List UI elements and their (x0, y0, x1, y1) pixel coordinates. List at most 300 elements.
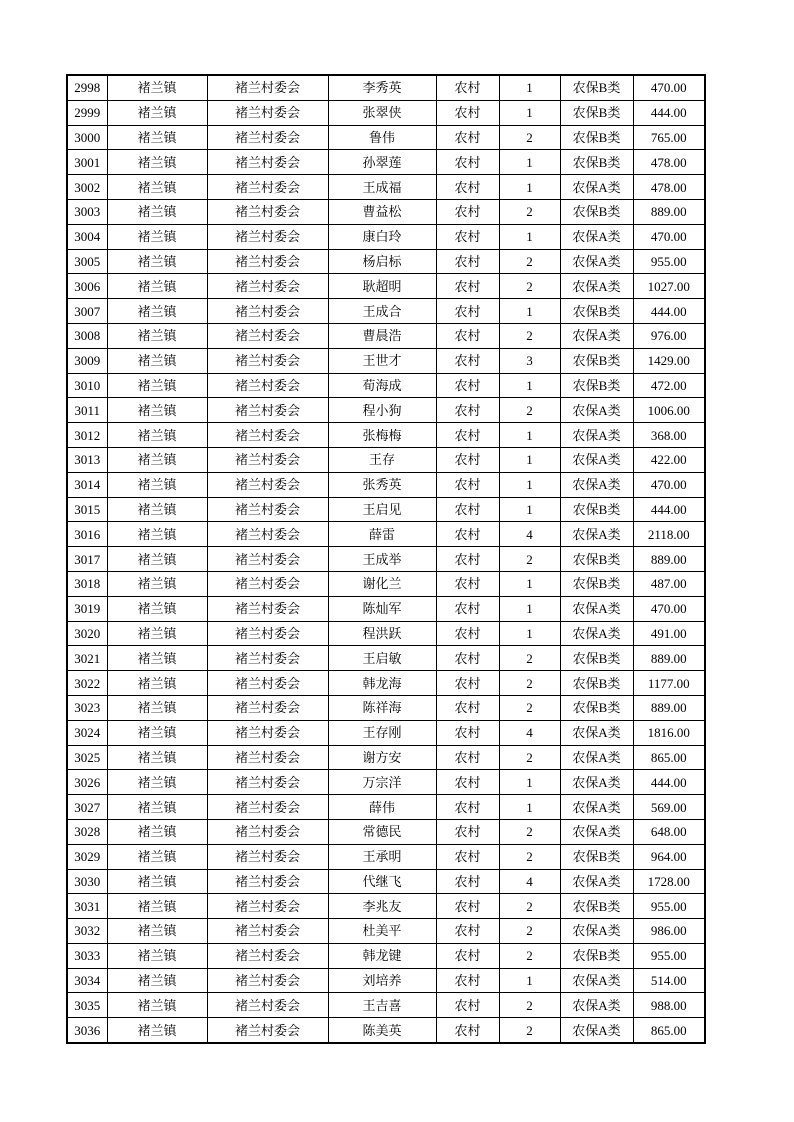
cell-locale-type: 农村 (436, 720, 499, 745)
cell-locale-type: 农村 (436, 100, 499, 125)
cell-locale-type: 农村 (436, 770, 499, 795)
cell-person-count: 2 (499, 993, 560, 1018)
cell-person-count: 2 (499, 919, 560, 944)
cell-sequence-number: 3005 (67, 249, 107, 274)
cell-town: 褚兰镇 (107, 596, 207, 621)
cell-village-committee: 褚兰村委会 (207, 522, 328, 547)
cell-sequence-number: 3020 (67, 621, 107, 646)
cell-amount: 1728.00 (633, 869, 705, 894)
cell-person-name: 鲁伟 (328, 125, 436, 150)
cell-person-name: 谢化兰 (328, 571, 436, 596)
cell-locale-type: 农村 (436, 150, 499, 175)
cell-insurance-category: 农保A类 (560, 621, 633, 646)
cell-person-count: 2 (499, 819, 560, 844)
cell-insurance-category: 农保B类 (560, 75, 633, 100)
cell-person-name: 张翠侠 (328, 100, 436, 125)
table-row (67, 423, 705, 448)
cell-locale-type: 农村 (436, 199, 499, 224)
table-row (67, 844, 705, 869)
cell-person-count: 1 (499, 621, 560, 646)
cell-village-committee: 褚兰村委会 (207, 621, 328, 646)
cell-sequence-number: 3026 (67, 770, 107, 795)
cell-locale-type: 农村 (436, 472, 499, 497)
cell-village-committee: 褚兰村委会 (207, 894, 328, 919)
cell-locale-type: 农村 (436, 596, 499, 621)
cell-amount: 865.00 (633, 1018, 705, 1043)
cell-insurance-category: 农保A类 (560, 795, 633, 820)
cell-sequence-number: 3012 (67, 423, 107, 448)
cell-person-name: 程小狗 (328, 398, 436, 423)
cell-amount: 889.00 (633, 547, 705, 572)
cell-amount: 478.00 (633, 175, 705, 200)
table-row (67, 175, 705, 200)
cell-person-count: 1 (499, 571, 560, 596)
cell-person-name: 康白玲 (328, 224, 436, 249)
cell-locale-type: 农村 (436, 745, 499, 770)
cell-locale-type: 农村 (436, 943, 499, 968)
cell-locale-type: 农村 (436, 323, 499, 348)
cell-amount: 470.00 (633, 596, 705, 621)
table-row (67, 919, 705, 944)
cell-person-name: 李秀英 (328, 75, 436, 100)
cell-town: 褚兰镇 (107, 348, 207, 373)
cell-locale-type: 农村 (436, 671, 499, 696)
table-row (67, 745, 705, 770)
cell-person-name: 孙翠莲 (328, 150, 436, 175)
cell-town: 褚兰镇 (107, 497, 207, 522)
cell-amount: 955.00 (633, 943, 705, 968)
cell-locale-type: 农村 (436, 646, 499, 671)
cell-village-committee: 褚兰村委会 (207, 323, 328, 348)
cell-locale-type: 农村 (436, 274, 499, 299)
cell-insurance-category: 农保B类 (560, 100, 633, 125)
cell-village-committee: 褚兰村委会 (207, 373, 328, 398)
cell-amount: 988.00 (633, 993, 705, 1018)
cell-locale-type: 农村 (436, 571, 499, 596)
cell-amount: 2118.00 (633, 522, 705, 547)
cell-amount: 889.00 (633, 646, 705, 671)
cell-person-count: 2 (499, 844, 560, 869)
cell-insurance-category: 农保B类 (560, 571, 633, 596)
cell-village-committee: 褚兰村委会 (207, 695, 328, 720)
cell-town: 褚兰镇 (107, 745, 207, 770)
cell-insurance-category: 农保A类 (560, 175, 633, 200)
cell-amount: 1006.00 (633, 398, 705, 423)
cell-person-count: 2 (499, 249, 560, 274)
cell-amount: 470.00 (633, 75, 705, 100)
cell-village-committee: 褚兰村委会 (207, 125, 328, 150)
cell-insurance-category: 农保B类 (560, 125, 633, 150)
cell-person-name: 王启敏 (328, 646, 436, 671)
cell-person-name: 王成合 (328, 299, 436, 324)
cell-sequence-number: 3035 (67, 993, 107, 1018)
cell-town: 褚兰镇 (107, 1018, 207, 1043)
cell-person-count: 1 (499, 373, 560, 398)
cell-sequence-number: 3030 (67, 869, 107, 894)
cell-person-name: 常德民 (328, 819, 436, 844)
cell-person-count: 2 (499, 125, 560, 150)
table-row (67, 199, 705, 224)
cell-town: 褚兰镇 (107, 993, 207, 1018)
cell-town: 褚兰镇 (107, 199, 207, 224)
cell-town: 褚兰镇 (107, 175, 207, 200)
cell-amount: 889.00 (633, 695, 705, 720)
cell-locale-type: 农村 (436, 819, 499, 844)
cell-sequence-number: 3000 (67, 125, 107, 150)
cell-insurance-category: 农保A类 (560, 770, 633, 795)
cell-sequence-number: 3028 (67, 819, 107, 844)
cell-sequence-number: 3015 (67, 497, 107, 522)
cell-amount: 1177.00 (633, 671, 705, 696)
table-row (67, 596, 705, 621)
cell-person-name: 韩龙海 (328, 671, 436, 696)
cell-insurance-category: 农保B类 (560, 373, 633, 398)
cell-amount: 865.00 (633, 745, 705, 770)
cell-person-name: 张梅梅 (328, 423, 436, 448)
cell-village-committee: 褚兰村委会 (207, 547, 328, 572)
cell-locale-type: 农村 (436, 695, 499, 720)
cell-insurance-category: 农保A类 (560, 720, 633, 745)
cell-town: 褚兰镇 (107, 919, 207, 944)
table-row (67, 224, 705, 249)
cell-insurance-category: 农保A类 (560, 869, 633, 894)
cell-town: 褚兰镇 (107, 249, 207, 274)
cell-amount: 955.00 (633, 249, 705, 274)
cell-insurance-category: 农保B类 (560, 646, 633, 671)
cell-person-name: 王吉喜 (328, 993, 436, 1018)
cell-amount: 444.00 (633, 299, 705, 324)
cell-village-committee: 褚兰村委会 (207, 249, 328, 274)
cell-locale-type: 农村 (436, 795, 499, 820)
cell-person-count: 1 (499, 596, 560, 621)
cell-insurance-category: 农保B类 (560, 894, 633, 919)
cell-amount: 470.00 (633, 224, 705, 249)
cell-locale-type: 农村 (436, 224, 499, 249)
cell-sequence-number: 3018 (67, 571, 107, 596)
cell-person-count: 1 (499, 75, 560, 100)
cell-amount: 487.00 (633, 571, 705, 596)
cell-person-count: 1 (499, 175, 560, 200)
cell-village-committee: 褚兰村委会 (207, 75, 328, 100)
cell-amount: 514.00 (633, 968, 705, 993)
cell-village-committee: 褚兰村委会 (207, 869, 328, 894)
cell-village-committee: 褚兰村委会 (207, 150, 328, 175)
cell-person-name: 陈美英 (328, 1018, 436, 1043)
cell-locale-type: 农村 (436, 919, 499, 944)
cell-person-name: 曹晨浩 (328, 323, 436, 348)
cell-person-name: 程洪跃 (328, 621, 436, 646)
cell-village-committee: 褚兰村委会 (207, 596, 328, 621)
cell-person-count: 1 (499, 497, 560, 522)
cell-person-count: 4 (499, 869, 560, 894)
cell-amount: 765.00 (633, 125, 705, 150)
cell-sequence-number: 3004 (67, 224, 107, 249)
cell-insurance-category: 农保A类 (560, 224, 633, 249)
cell-person-count: 2 (499, 943, 560, 968)
cell-village-committee: 褚兰村委会 (207, 472, 328, 497)
cell-sequence-number: 3027 (67, 795, 107, 820)
table-row (67, 671, 705, 696)
cell-insurance-category: 农保A类 (560, 596, 633, 621)
cell-locale-type: 农村 (436, 249, 499, 274)
cell-town: 褚兰镇 (107, 150, 207, 175)
cell-village-committee: 褚兰村委会 (207, 819, 328, 844)
table-row (67, 571, 705, 596)
cell-amount: 986.00 (633, 919, 705, 944)
table-row (67, 299, 705, 324)
table-row (67, 819, 705, 844)
cell-person-name: 薛雷 (328, 522, 436, 547)
cell-village-committee: 褚兰村委会 (207, 224, 328, 249)
cell-insurance-category: 农保A类 (560, 1018, 633, 1043)
table-row (67, 993, 705, 1018)
cell-village-committee: 褚兰村委会 (207, 968, 328, 993)
cell-town: 褚兰镇 (107, 398, 207, 423)
cell-locale-type: 农村 (436, 894, 499, 919)
table-row (67, 770, 705, 795)
cell-village-committee: 褚兰村委会 (207, 943, 328, 968)
cell-village-committee: 褚兰村委会 (207, 447, 328, 472)
cell-person-count: 4 (499, 720, 560, 745)
table-row (67, 869, 705, 894)
cell-town: 褚兰镇 (107, 373, 207, 398)
cell-town: 褚兰镇 (107, 770, 207, 795)
cell-locale-type: 农村 (436, 869, 499, 894)
table-row (67, 621, 705, 646)
table-row (67, 373, 705, 398)
cell-sequence-number: 3022 (67, 671, 107, 696)
cell-person-name: 陈祥海 (328, 695, 436, 720)
table-body (67, 75, 705, 1043)
cell-town: 褚兰镇 (107, 968, 207, 993)
cell-sequence-number: 3014 (67, 472, 107, 497)
table-row (67, 968, 705, 993)
cell-amount: 1816.00 (633, 720, 705, 745)
table-sheet (66, 74, 706, 1044)
cell-person-name: 谢方安 (328, 745, 436, 770)
cell-village-committee: 褚兰村委会 (207, 720, 328, 745)
cell-locale-type: 农村 (436, 373, 499, 398)
cell-town: 褚兰镇 (107, 795, 207, 820)
table-row (67, 1018, 705, 1043)
cell-village-committee: 褚兰村委会 (207, 497, 328, 522)
cell-town: 褚兰镇 (107, 323, 207, 348)
cell-locale-type: 农村 (436, 522, 499, 547)
cell-sequence-number: 3032 (67, 919, 107, 944)
cell-insurance-category: 农保A类 (560, 919, 633, 944)
table-row (67, 894, 705, 919)
cell-person-count: 1 (499, 968, 560, 993)
table-row (67, 547, 705, 572)
cell-person-name: 王世才 (328, 348, 436, 373)
cell-person-count: 2 (499, 323, 560, 348)
cell-village-committee: 褚兰村委会 (207, 398, 328, 423)
table-row (67, 472, 705, 497)
cell-insurance-category: 农保A类 (560, 274, 633, 299)
cell-sequence-number: 3023 (67, 695, 107, 720)
cell-village-committee: 褚兰村委会 (207, 745, 328, 770)
cell-person-count: 1 (499, 299, 560, 324)
cell-sequence-number: 3024 (67, 720, 107, 745)
cell-town: 褚兰镇 (107, 423, 207, 448)
cell-person-count: 1 (499, 423, 560, 448)
cell-sequence-number: 3036 (67, 1018, 107, 1043)
cell-insurance-category: 农保A类 (560, 968, 633, 993)
cell-village-committee: 褚兰村委会 (207, 671, 328, 696)
cell-town: 褚兰镇 (107, 695, 207, 720)
cell-person-name: 王存 (328, 447, 436, 472)
cell-village-committee: 褚兰村委会 (207, 199, 328, 224)
cell-village-committee: 褚兰村委会 (207, 993, 328, 1018)
cell-person-name: 曹益松 (328, 199, 436, 224)
cell-sequence-number: 3031 (67, 894, 107, 919)
cell-locale-type: 农村 (436, 175, 499, 200)
cell-person-count: 2 (499, 745, 560, 770)
cell-sequence-number: 3029 (67, 844, 107, 869)
cell-person-name: 韩龙键 (328, 943, 436, 968)
cell-town: 褚兰镇 (107, 125, 207, 150)
cell-amount: 569.00 (633, 795, 705, 820)
cell-insurance-category: 农保A类 (560, 323, 633, 348)
cell-person-name: 万宗洋 (328, 770, 436, 795)
cell-town: 褚兰镇 (107, 75, 207, 100)
cell-sequence-number: 2999 (67, 100, 107, 125)
cell-sequence-number: 3025 (67, 745, 107, 770)
cell-person-count: 2 (499, 398, 560, 423)
table-row (67, 100, 705, 125)
cell-locale-type: 农村 (436, 1018, 499, 1043)
cell-person-count: 2 (499, 547, 560, 572)
cell-person-name: 王承明 (328, 844, 436, 869)
cell-person-count: 1 (499, 472, 560, 497)
table-row (67, 274, 705, 299)
cell-person-count: 1 (499, 224, 560, 249)
cell-village-committee: 褚兰村委会 (207, 919, 328, 944)
cell-locale-type: 农村 (436, 621, 499, 646)
cell-insurance-category: 农保B类 (560, 671, 633, 696)
cell-amount: 491.00 (633, 621, 705, 646)
cell-village-committee: 褚兰村委会 (207, 795, 328, 820)
table-row (67, 348, 705, 373)
cell-sequence-number: 3011 (67, 398, 107, 423)
cell-locale-type: 农村 (436, 547, 499, 572)
cell-village-committee: 褚兰村委会 (207, 1018, 328, 1043)
cell-town: 褚兰镇 (107, 274, 207, 299)
cell-sequence-number: 3007 (67, 299, 107, 324)
cell-insurance-category: 农保A类 (560, 522, 633, 547)
cell-sequence-number: 2998 (67, 75, 107, 100)
cell-amount: 1429.00 (633, 348, 705, 373)
cell-insurance-category: 农保A类 (560, 423, 633, 448)
cell-person-count: 1 (499, 447, 560, 472)
cell-town: 褚兰镇 (107, 720, 207, 745)
table-row (67, 125, 705, 150)
cell-locale-type: 农村 (436, 125, 499, 150)
cell-town: 褚兰镇 (107, 522, 207, 547)
cell-locale-type: 农村 (436, 348, 499, 373)
cell-village-committee: 褚兰村委会 (207, 175, 328, 200)
cell-locale-type: 农村 (436, 993, 499, 1018)
table-row (67, 795, 705, 820)
cell-village-committee: 褚兰村委会 (207, 348, 328, 373)
cell-sequence-number: 3008 (67, 323, 107, 348)
cell-insurance-category: 农保B类 (560, 150, 633, 175)
cell-person-name: 杜美平 (328, 919, 436, 944)
cell-village-committee: 褚兰村委会 (207, 423, 328, 448)
cell-sequence-number: 3003 (67, 199, 107, 224)
cell-person-count: 1 (499, 795, 560, 820)
cell-person-name: 陈灿军 (328, 596, 436, 621)
cell-town: 褚兰镇 (107, 571, 207, 596)
cell-insurance-category: 农保A类 (560, 249, 633, 274)
table-row (67, 720, 705, 745)
cell-village-committee: 褚兰村委会 (207, 844, 328, 869)
cell-person-name: 荀海成 (328, 373, 436, 398)
table-row (67, 646, 705, 671)
cell-locale-type: 农村 (436, 968, 499, 993)
cell-town: 褚兰镇 (107, 621, 207, 646)
cell-town: 褚兰镇 (107, 894, 207, 919)
cell-locale-type: 农村 (436, 447, 499, 472)
cell-person-count: 3 (499, 348, 560, 373)
cell-person-name: 刘培养 (328, 968, 436, 993)
cell-person-count: 2 (499, 695, 560, 720)
cell-town: 褚兰镇 (107, 646, 207, 671)
cell-insurance-category: 农保B类 (560, 348, 633, 373)
cell-insurance-category: 农保B类 (560, 547, 633, 572)
cell-amount: 470.00 (633, 472, 705, 497)
cell-village-committee: 褚兰村委会 (207, 646, 328, 671)
cell-person-count: 2 (499, 1018, 560, 1043)
cell-insurance-category: 农保A类 (560, 447, 633, 472)
cell-village-committee: 褚兰村委会 (207, 274, 328, 299)
cell-sequence-number: 3019 (67, 596, 107, 621)
cell-town: 褚兰镇 (107, 299, 207, 324)
cell-person-name: 薛伟 (328, 795, 436, 820)
table-row (67, 398, 705, 423)
cell-amount: 444.00 (633, 770, 705, 795)
cell-person-name: 张秀英 (328, 472, 436, 497)
cell-person-count: 2 (499, 199, 560, 224)
cell-person-count: 2 (499, 274, 560, 299)
cell-town: 褚兰镇 (107, 943, 207, 968)
cell-amount: 422.00 (633, 447, 705, 472)
cell-sequence-number: 3001 (67, 150, 107, 175)
cell-insurance-category: 农保B类 (560, 695, 633, 720)
cell-locale-type: 农村 (436, 299, 499, 324)
cell-amount: 444.00 (633, 497, 705, 522)
cell-locale-type: 农村 (436, 844, 499, 869)
cell-village-committee: 褚兰村委会 (207, 770, 328, 795)
cell-village-committee: 褚兰村委会 (207, 571, 328, 596)
cell-sequence-number: 3033 (67, 943, 107, 968)
cell-town: 褚兰镇 (107, 447, 207, 472)
cell-town: 褚兰镇 (107, 671, 207, 696)
cell-amount: 964.00 (633, 844, 705, 869)
cell-amount: 472.00 (633, 373, 705, 398)
cell-amount: 368.00 (633, 423, 705, 448)
cell-village-committee: 褚兰村委会 (207, 299, 328, 324)
table-row (67, 323, 705, 348)
cell-town: 褚兰镇 (107, 547, 207, 572)
cell-person-count: 2 (499, 671, 560, 696)
benefit-table (66, 74, 706, 1044)
cell-locale-type: 农村 (436, 75, 499, 100)
cell-insurance-category: 农保B类 (560, 199, 633, 224)
cell-insurance-category: 农保A类 (560, 472, 633, 497)
cell-town: 褚兰镇 (107, 819, 207, 844)
cell-sequence-number: 3021 (67, 646, 107, 671)
